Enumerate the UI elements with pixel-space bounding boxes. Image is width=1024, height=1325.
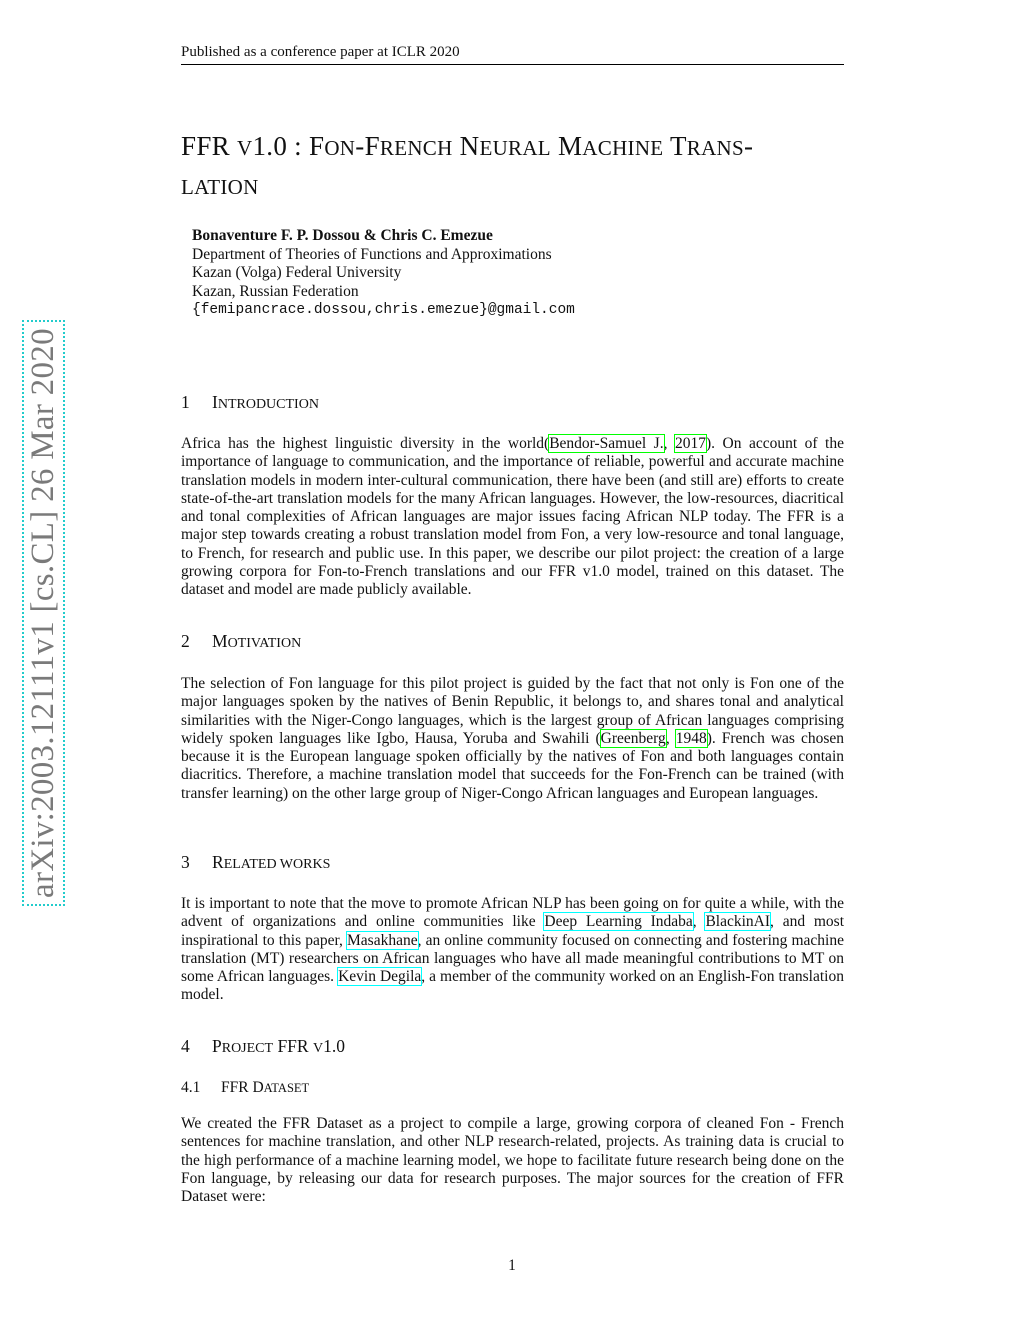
citation-year-link[interactable]: 2017 bbox=[674, 435, 706, 452]
deep-learning-indaba-link[interactable]: Deep Learning Indaba bbox=[544, 913, 693, 931]
dataset-paragraph: We created the FFR Dataset as a project to compile a large, growing corpora of cleaned Fon - French sentences for machine translation, and other NLP research-related, projects. As training data is crucial to the high performance of a machine learning model, we hope to facilitate future research being done on the Fon language, by releasing our data for research purposes. The major sources for the creation of FFR Dataset were: bbox=[181, 1115, 844, 1206]
page-number: 1 bbox=[508, 1257, 516, 1274]
citation-link[interactable]: Greenberg bbox=[600, 729, 666, 747]
citation-link[interactable]: Bendor-Samuel J. bbox=[549, 435, 664, 452]
paper-title: FFR V1.0 : FON-FRENCH NEURAL MACHINE TRANS- LATION bbox=[181, 131, 754, 199]
section-heading-project: 4 PROJECT FFR V1.0 bbox=[181, 1036, 345, 1056]
subsection-heading-dataset: 4.1 FFR DATASET bbox=[181, 1079, 310, 1096]
arxiv-stamp[interactable]: arXiv:2003.12111v1 [cs.CL] 26 Mar 2020 bbox=[22, 320, 65, 906]
related-works-paragraph: It is important to note that the move to promote African NLP has been going on for quite a while, with the advent of organizations and online communities like Deep Learning Indaba, BlackinAI, and most inspirational to this paper, Masakhane, an online community focused on connecting and fostering machine translation (MT) researchers on African languages who have all made meaningful contributions to MT on some African languages. Kevin Degila, a member of the community worked on an English-Fon translation model. bbox=[181, 895, 845, 1004]
section-heading-introduction: 1 INTRODUCTION bbox=[181, 392, 319, 412]
masakhane-link[interactable]: Masakhane bbox=[347, 931, 418, 949]
section-heading-related-works: 3 RELATED WORKS bbox=[181, 852, 331, 872]
author-email[interactable]: {femipancrace.dossou,chris.emezue}@gmail.com bbox=[192, 302, 575, 318]
running-header: Published as a conference paper at ICLR 2020 bbox=[181, 44, 844, 65]
kevin-degila-link[interactable]: Kevin Degila bbox=[338, 968, 422, 986]
motivation-paragraph: The selection of Fon language for this pilot project is guided by the fact that not only is Fon one of the major languages spoken by the natives of Benin Republic, it belongs to, and shares tonal and analytical similarities with the Niger-Congo languages, which is the largest group of African languages comprising widely spoken languages like Igbo, Hausa, Yoruba and Swahili (Greenberg, 1948). French was chosen because it is the European language spoken officially by the natives of Fon and both languages contain diacritics. Therefore, a machine translation model that succeeds for the Fon-French can be trained (with transfer learning) on the other large group of Niger-Congo African languages and European languages. bbox=[181, 675, 845, 802]
author-names: Bonaventure F. P. Dossou & Chris C. Emezue bbox=[192, 227, 493, 244]
author-department: Department of Theories of Functions and Approximations bbox=[192, 245, 552, 263]
introduction-paragraph: Africa has the highest linguistic diversity in the world(Bendor-Samuel J., 2017). On account of the importance of language to communication, and the importance of reliable, powerful and accurate machine translation models in modern inter-cultural communication, there have been (and still are) efforts to create state-of-the-art translation models for the many African languages. However, the low-resources, diacritical and tonal complexities of African languages are major issues facing African NLP today. The FFR is a major step towards creating a robust translation model from Fon, a very low-resource and tonal language, to French, for research and public use. In this paper, we describe our pilot project: the creation of a large growing corpora for Fon-to-French translations and our FFR v1.0 model, trained on this dataset. The dataset and model are made publicly available. bbox=[181, 435, 844, 599]
author-block bbox=[192, 227, 575, 320]
blackinai-link[interactable]: BlackinAI bbox=[705, 913, 771, 931]
author-location: Kazan, Russian Federation bbox=[192, 282, 359, 300]
citation-year-link[interactable]: 1948 bbox=[675, 729, 707, 747]
section-heading-motivation: 2 MOTIVATION bbox=[181, 631, 302, 651]
author-university: Kazan (Volga) Federal University bbox=[192, 264, 402, 281]
